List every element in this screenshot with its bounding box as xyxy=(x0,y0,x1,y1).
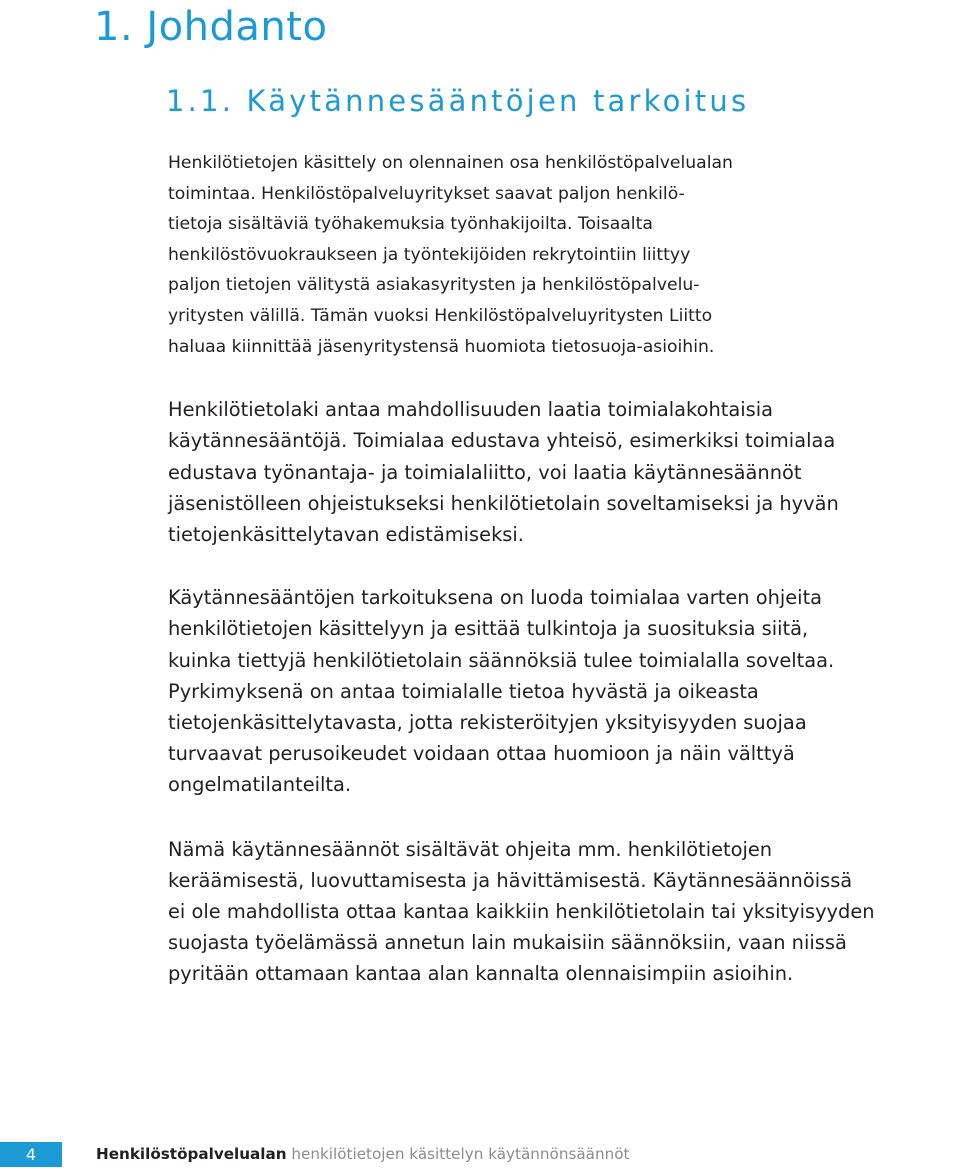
text-line: turvaavat perusoikeudet voidaan ottaa huomioon ja näin välttyä xyxy=(168,742,795,766)
text-line: käytännesääntöjä. Toimialaa edustava yhteisö, esimerkiksi toimialaa xyxy=(168,429,836,453)
text-line: henkilöstövuokraukseen ja työntekijöiden rekrytointiin liittyy xyxy=(168,244,691,265)
text-line: Henkilötietolaki antaa mahdollisuuden laatia toimialakohtaisia xyxy=(168,398,773,422)
text-line: keräämisestä, luovuttamisesta ja hävittämisestä. Käytännesäännöissä xyxy=(168,868,853,892)
footer-title-light: henkilötietojen käsittelyn käytännönsäännöt xyxy=(291,1145,630,1163)
text-line: ongelmatilanteilta. xyxy=(168,773,352,797)
text-line: haluaa kiinnittää jäsenyritystensä huomiota tietosuoja-asioihin. xyxy=(168,336,715,357)
text-line: pyritään ottamaan kantaa alan kannalta olennaisimpiin asioihin. xyxy=(168,962,794,986)
text-line: kuinka tiettyjä henkilötietolain säännöksiä tulee toimialalla soveltaa. xyxy=(168,648,835,672)
text-line: toimintaa. Henkilöstöpalveluyritykset saavat paljon henkilö- xyxy=(168,183,685,204)
text-line: tietojenkäsittelytavan edistämiseksi. xyxy=(168,522,524,546)
text-line: tietoja sisältäviä työhakemuksia työnhakijoilta. Toisaalta xyxy=(168,214,653,235)
text-line: Nämä käytännesäännöt sisältävät ohjeita mm. henkilötietojen xyxy=(168,837,773,861)
footer-title xyxy=(96,1142,629,1167)
page-footer xyxy=(0,1142,960,1168)
body-text xyxy=(168,148,958,990)
page-number: 4 xyxy=(0,1142,62,1167)
text-line: jäsenistölleen ohjeistukseksi henkilötietolain soveltamiseksi ja hyvän xyxy=(168,491,839,515)
chapter-title: 1. Johdanto xyxy=(94,4,328,50)
text-line: tietojenkäsittelytavasta, jotta rekisteröityjen yksityisyyden suojaa xyxy=(168,710,807,734)
footer-title-bold: Henkilöstöpalvelualan xyxy=(96,1145,287,1163)
text-line: henkilötietojen käsittelyyn ja esittää tulkintoja ja suosituksia siitä, xyxy=(168,617,809,641)
text-line: Käytännesääntöjen tarkoituksena on luoda toimialaa varten ohjeita xyxy=(168,586,823,610)
text-line: Henkilötietojen käsittely on olennainen osa henkilöstöpalvelualan xyxy=(168,153,733,173)
text-line: paljon tietojen välitystä asiakasyritysten ja henkilöstöpalvelu- xyxy=(168,275,700,296)
paragraph-purpose xyxy=(168,582,958,800)
text-line: edustava työnantaja- ja toimialaliitto, voi laatia käytännesäännöt xyxy=(168,460,802,484)
section-title: 1.1. Käytännesääntöjen tarkoitus xyxy=(166,84,750,118)
paragraph-scope xyxy=(168,834,958,990)
text-line: Pyrkimyksenä on antaa toimialalle tietoa hyvästä ja oikeasta xyxy=(168,679,759,703)
text-line: ei ole mahdollista ottaa kantaa kaikkiin henkilötietolain tai yksityisyyden xyxy=(168,900,875,923)
paragraph-law xyxy=(168,394,958,550)
text-line: suojasta työelämässä annetun lain mukaisiin säännöksiin, vaan niissä xyxy=(168,931,847,955)
text-line: yritysten välillä. Tämän vuoksi Henkilöstöpalveluyritysten Liitto xyxy=(168,305,713,326)
paragraph-intro xyxy=(168,148,958,362)
